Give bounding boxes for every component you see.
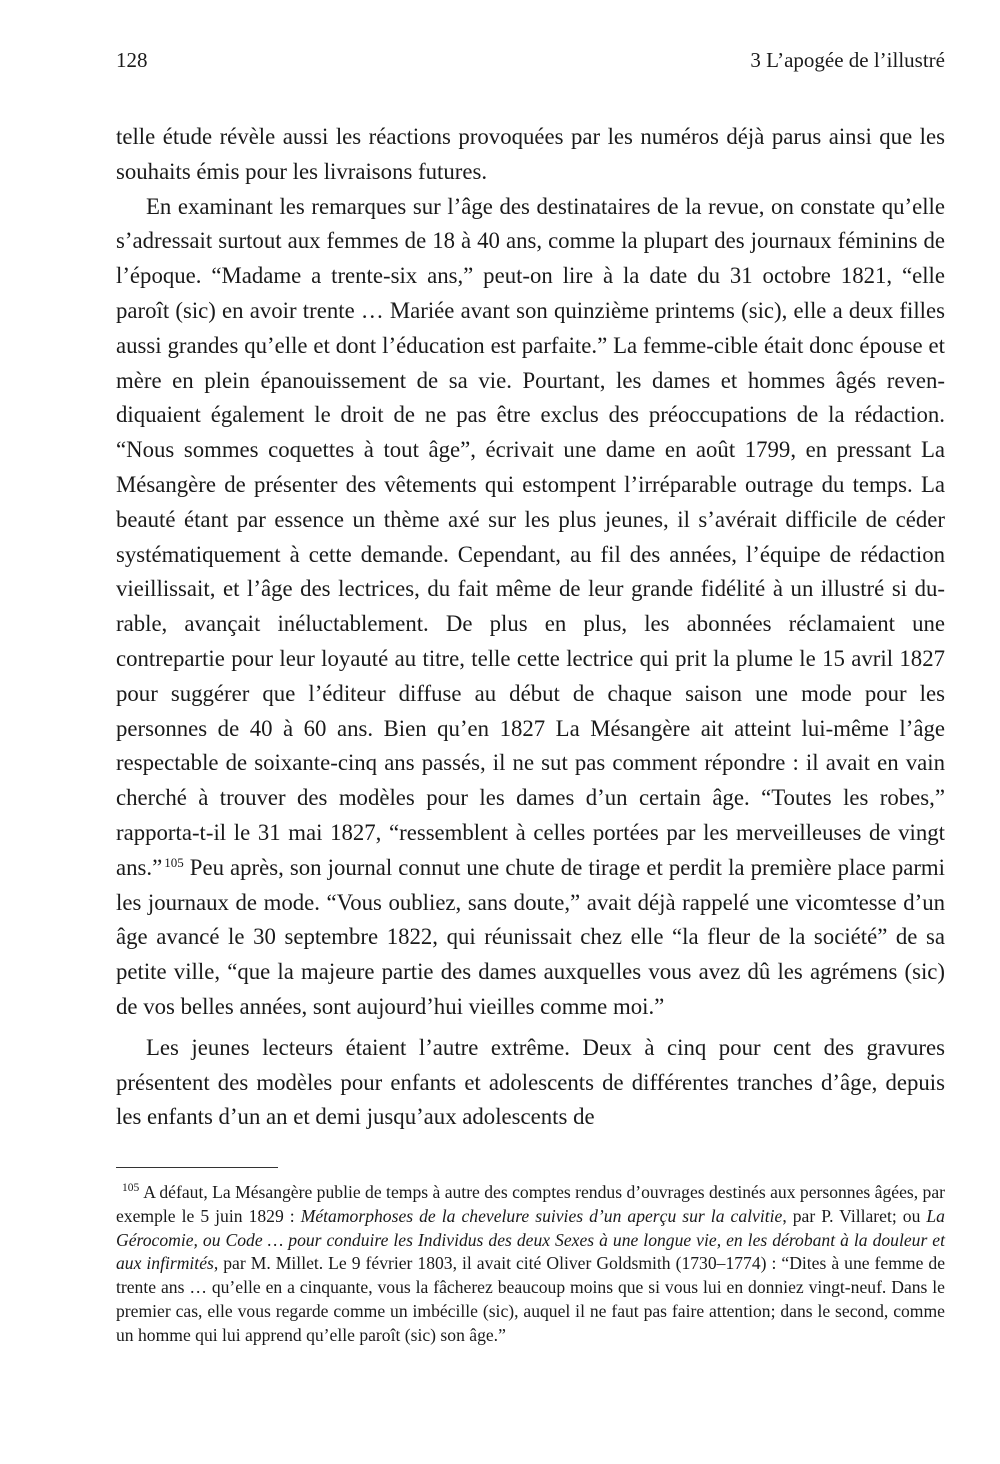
footnote-reference[interactable]: 105 [164, 854, 184, 870]
page-header [116, 48, 945, 73]
footnote-105 [116, 1181, 945, 1348]
footnote-number: 105 [122, 1182, 140, 1194]
footnote-title-2: La Gérocomie, ou Code … pour conduire les Individus des deux Sexes à une longue vie, en les dérobant à la douleur et aux infirmités [116, 1205, 945, 1274]
footnote-separator [116, 1167, 278, 1168]
page-number: 128 [116, 48, 148, 72]
main-text [116, 120, 945, 1135]
paragraph-2-part-b: Peu après, son journal connut une chute de tirage et perdit la première place parmi les journaux de mode. “Vous oubliez, sans doute,” avait déjà rappelé une vicomtesse d’un âge avancé le 30 septembre 1822, qui réunissait chez elle “la fleur de la société” de sa petite ville, “que la majeure partie des dames auxquelles vous avez dû les agrémens (sic) de vos belles années, sont aujourd’hui vieilles comme moi.” [116, 854, 945, 1019]
paragraph-2 [116, 190, 945, 1025]
paragraph-3: Les jeunes lecteurs étaient l’autre extrême. Deux à cinq pour cent des gravures présentent des modèles pour enfants et adolescents de différentes tranches d’âge, depuis les enfants d’un an et demi jusqu’aux adolescents de [116, 1034, 945, 1130]
footnote-text-1: A défaut, La Mésangère publie de temps à autre des comptes rendus d’ouvrages destinés aux personnes âgées, par exemple le 5 juin 1829 : [116, 1182, 945, 1226]
footnote-text-2: , par P. Villaret; ou [782, 1205, 927, 1226]
footnote-text-3: , par M. Millet. Le 9 février 1803, il avait cité Oliver Goldsmith (1730–1774) : “Dites à une femme de trente ans … qu’elle en a cinquante, vous la fâcherez beaucoup moins que si vous lui en donniez vingt-neuf. Dans le premier cas, elle vous regarde comme un imbécille (sic), auquel il ne faut pas faire attention; dans le second, comme un homme qui lui apprend qu’elle paroît (sic) son âge.” [116, 1253, 946, 1345]
running-head: 3 L’apogée de l’illustré [750, 48, 945, 72]
paragraph-1: telle étude révèle aussi les réactions provoquées par les numéros déjà parus ainsi que les souhaits émis pour les livraisons futures. [116, 124, 945, 184]
paragraph-2-part-a: En examinant les remarques sur l’âge des destinataires de la revue, on constate qu’elle s’adressait surtout aux femmes de 18 à 40 ans, comme la plupart des journaux féminins de l’époque. “Madame a trente-six ans,” peut-on lire à la date du 31 octobre 1821, “elle paroît (sic) en avoir trente … Mariée avant son quinzième printems (sic), elle a deux filles aussi grandes qu’elle et dont l’éducation est parfaite.” La femme-cible était donc épouse et mère en plein épanouissement de sa vie. Pourtant, les dames et hommes âgés revendiquaient également le droit de ne pas être exclus des préoccupations de la rédaction. “Nous sommes coquettes à tout âge”, écrivait une dame en août 1799, en pressant La Mésangère de présenter des vêtements qui estompent l’irréparable outrage du temps. La beauté étant par essence un thème axé sur les plus jeunes, il s’avérait difficile de céder systématiquement à cette demande. Cependant, au fil des années, l’équipe de rédaction vieillissait, et l’âge des lectrices, du fait même de leur grande fidélité à un illustré si durable, avançait inéluctablement. De plus en plus, les abonnées réclamaient une contrepartie pour leur loyauté au titre, telle cette lectrice qui prit la plume le 15 avril 1827 pour suggérer que l’éditeur diffuse au début de chaque saison une mode pour les personnes de 40 à 60 ans. Bien qu’en 1827 La Mésangère ait atteint lui-même l’âge respectable de soixante-cinq ans passés, il ne sut pas comment répondre : il avait en vain cherché à trouver des modèles pour les dames d’un certain âge. “Toutes les robes,” rapporta-t-il le 31 mai 1827, “ressemblent à celles portées par les merveilleuses de vingt ans.” [116, 193, 945, 880]
footnote-title-1: Métamorphoses de la chevelure suivies d’un aperçu sur la calvitie [300, 1205, 783, 1226]
